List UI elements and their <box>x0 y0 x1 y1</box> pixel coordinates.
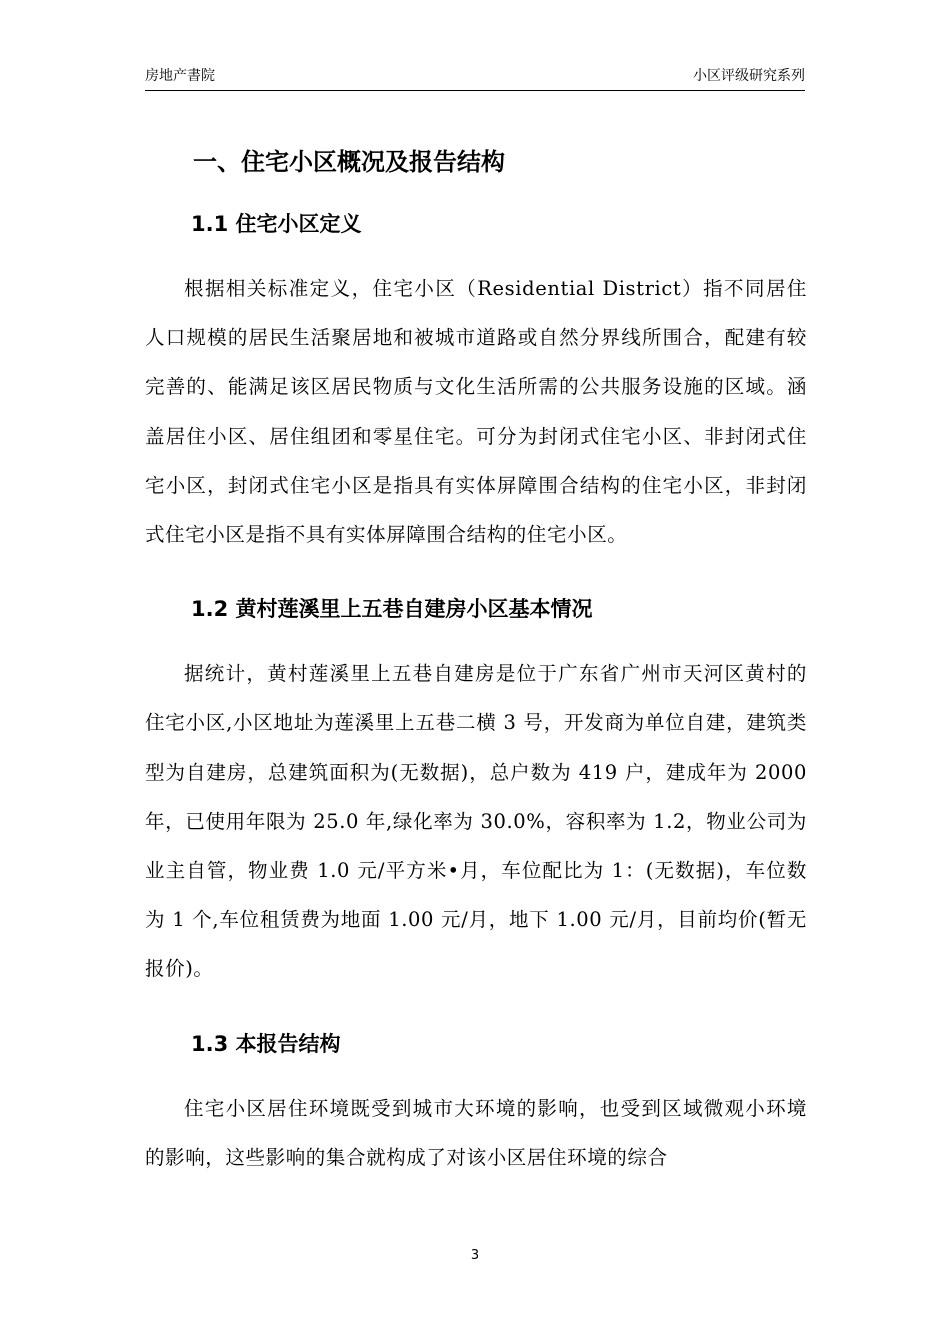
paragraph-basic-info: 据统计，黄村莲溪里上五巷自建房是位于广东省广州市天河区黄村的住宅小区,小区地址为莲溪里上五巷二横 3 号，开发商为单位自建，建筑类型为自建房，总建筑面积为(无数据)，总户数为 419 户，建成年为 2000 年，已使用年限为 25.0 年,绿化率为 30.0%，容积率为 1.2，物业公司为业主自管，物业费 1.0 元/平方米•月，车位配比为 1：(无数据)，车位数为 1 个,车位租赁费为地面 1.00 元/月，地下 1.00 元/月，目前均价(暂无报价)。 <box>145 662 807 981</box>
page-header <box>145 66 805 91</box>
paragraph-definition: 根据相关标准定义，住宅小区（Residential District）指不同居住人口规模的居民生活聚居地和被城市道路或自然分界线所围合，配建有较完善的、能满足该区居民物质与文化生活所需的公共服务设施的区域。涵盖居住小区、居住组团和零星住宅。可分为封闭式住宅小区、非封闭式住宅小区，封闭式住宅小区是指具有实体屏障围合结构的住宅小区，非封闭式住宅小区是指不具有实体屏障围合结构的住宅小区。 <box>145 277 807 547</box>
subsection-title-1-3: 1.3 本报告结构 <box>191 1031 341 1056</box>
document-body <box>145 140 807 1182</box>
header-publisher: 房地产書院 <box>145 68 215 84</box>
subsection-title-1-1: 1.1 住宅小区定义 <box>191 212 362 236</box>
section-title: 一、住宅小区概况及报告结构 <box>193 148 505 176</box>
header-series: 小区评级研究系列 <box>693 68 805 84</box>
subsection-title-1-2: 1.2 黄村莲溪里上五巷自建房小区基本情况 <box>191 597 593 622</box>
page-number: 3 <box>470 1248 480 1263</box>
paragraph-report-structure: 住宅小区居住环境既受到城市大环境的影响，也受到区域微观小环境的影响，这些影响的集合就构成了对该小区居住环境的综合 <box>145 1096 807 1169</box>
